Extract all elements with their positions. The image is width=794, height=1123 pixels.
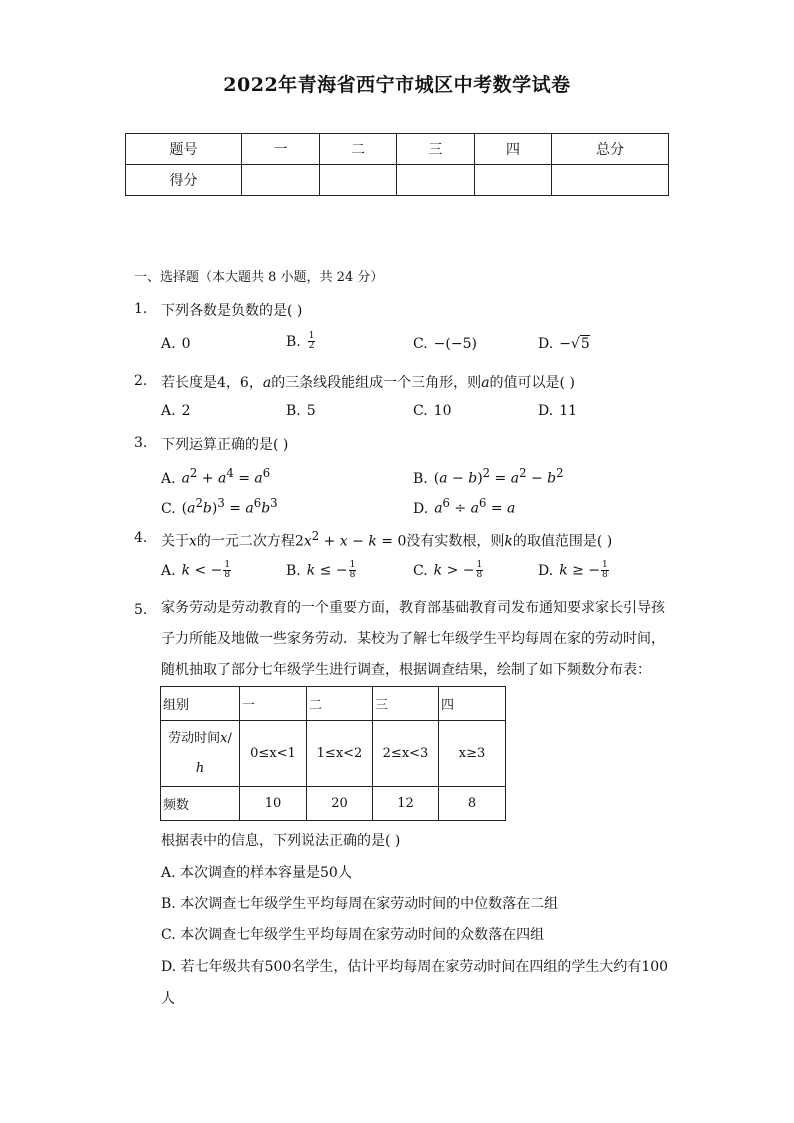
- option-d-continued: 人: [161, 991, 175, 1007]
- option-b: B. $\frac{1}{2}$: [286, 331, 315, 351]
- option-c: C. k > − $\frac{1}{8}$: [413, 560, 483, 580]
- option-c: C. 本次调查七年级学生平均每周在家劳动时间的众数落在四组: [161, 927, 545, 943]
- score-blank: [475, 165, 552, 196]
- score-table-score-row: [126, 165, 669, 196]
- option-a: A. k < − $\frac{1}{8}$: [161, 560, 231, 580]
- option-d: D. −√5: [538, 336, 590, 352]
- question-number: 4.: [134, 530, 148, 546]
- exam-title: 2022年青海省西宁市城区中考数学试卷: [223, 74, 571, 96]
- question-number: 2.: [134, 373, 148, 389]
- score-cell: 二: [320, 134, 397, 165]
- table-row: [161, 787, 506, 821]
- option-b: B. $(a - b)^2 = a^2 - b^2$: [413, 466, 564, 487]
- score-blank: [242, 165, 320, 196]
- option-d: D. $a^6 \div a^6 = a$: [413, 496, 516, 517]
- table-cell: 二: [307, 687, 373, 721]
- option-a: A. 2: [161, 403, 191, 419]
- table-header: 劳动时间x/ h: [161, 721, 240, 787]
- question-stem: 下列各数是负数的是( ): [161, 303, 303, 319]
- question-stem: 若长度是4，6，a的三条线段能组成一个三角形，则a的值可以是( ): [161, 375, 575, 391]
- table-cell: 0≤x<1: [240, 721, 307, 787]
- frequency-table: [160, 686, 506, 821]
- score-cell: 一: [242, 134, 320, 165]
- option-d: D. k ≥ − $\frac{1}{8}$: [538, 560, 608, 580]
- score-cell: 题号: [126, 134, 242, 165]
- question-number: 1.: [134, 301, 148, 317]
- option-c: C. −(−5): [413, 336, 477, 352]
- table-cell: 一: [240, 687, 307, 721]
- table-header: 组别: [161, 687, 240, 721]
- option-c: C. 10: [413, 403, 452, 419]
- table-cell: 四: [439, 687, 506, 721]
- table-cell: 10: [240, 787, 307, 821]
- score-table-header-row: [126, 134, 669, 165]
- table-row: [161, 687, 506, 721]
- question-number: 5.: [134, 602, 148, 618]
- question-paragraph: 家务劳动是劳动教育的一个重要方面，教育部基础教育司发布通知要求家长引导孩 子力所能及地做一些家务劳动．某校为了解七年级学生平均每周在家的劳动时间， 随机抽取了部分七年级学生进行调查，根据调查结果，绘制了如下频数分布表：: [161, 600, 665, 678]
- option-b: B. 本次调查七年级学生平均每周在家劳动时间的中位数落在二组: [161, 896, 559, 912]
- option-c: C. $(a^2b)^3 = a^6b^3$: [161, 496, 278, 517]
- option-a: A. $a^2 + a^4 = a^6$: [161, 466, 271, 487]
- sqrt-symbol: √: [570, 336, 580, 352]
- question-stem: 下列运算正确的是( ): [161, 437, 289, 453]
- option-d: D. 11: [538, 403, 578, 419]
- table-row: [161, 721, 506, 787]
- table-cell: 1≤x<2: [307, 721, 373, 787]
- score-cell: 总分: [552, 134, 669, 165]
- table-header: 频数: [161, 787, 240, 821]
- option-b: B. k ≤ − $\frac{1}{8}$: [286, 560, 356, 580]
- question-prompt: 根据表中的信息，下列说法正确的是( ): [161, 833, 401, 849]
- score-blank: [552, 165, 669, 196]
- question-stem: 关于x的一元二次方程$2x^2 + x - k = 0$没有实数根，则k的取值范围是( ): [161, 529, 613, 550]
- score-label: 得分: [126, 165, 242, 196]
- table-cell: 8: [439, 787, 506, 821]
- option-d: D. 若七年级共有500名学生，估计平均每周在家劳动时间在四组的学生大约有100: [161, 959, 669, 975]
- table-cell: 20: [307, 787, 373, 821]
- score-cell: 四: [475, 134, 552, 165]
- option-a: A. 本次调查的样本容量是50人: [161, 865, 352, 881]
- table-cell: 三: [373, 687, 439, 721]
- score-blank: [320, 165, 397, 196]
- table-cell: x≥3: [439, 721, 506, 787]
- option-a: A. 0: [161, 336, 191, 352]
- score-table: [125, 133, 669, 196]
- table-cell: 12: [373, 787, 439, 821]
- option-b: B. 5: [286, 403, 316, 419]
- question-number: 3.: [134, 435, 148, 451]
- table-cell: 2≤x<3: [373, 721, 439, 787]
- score-cell: 三: [397, 134, 475, 165]
- score-blank: [397, 165, 475, 196]
- fraction: $\frac{1}{2}$: [308, 331, 315, 351]
- section-heading: 一、选择题（本大题共 8 小题，共 24 分）: [134, 270, 384, 285]
